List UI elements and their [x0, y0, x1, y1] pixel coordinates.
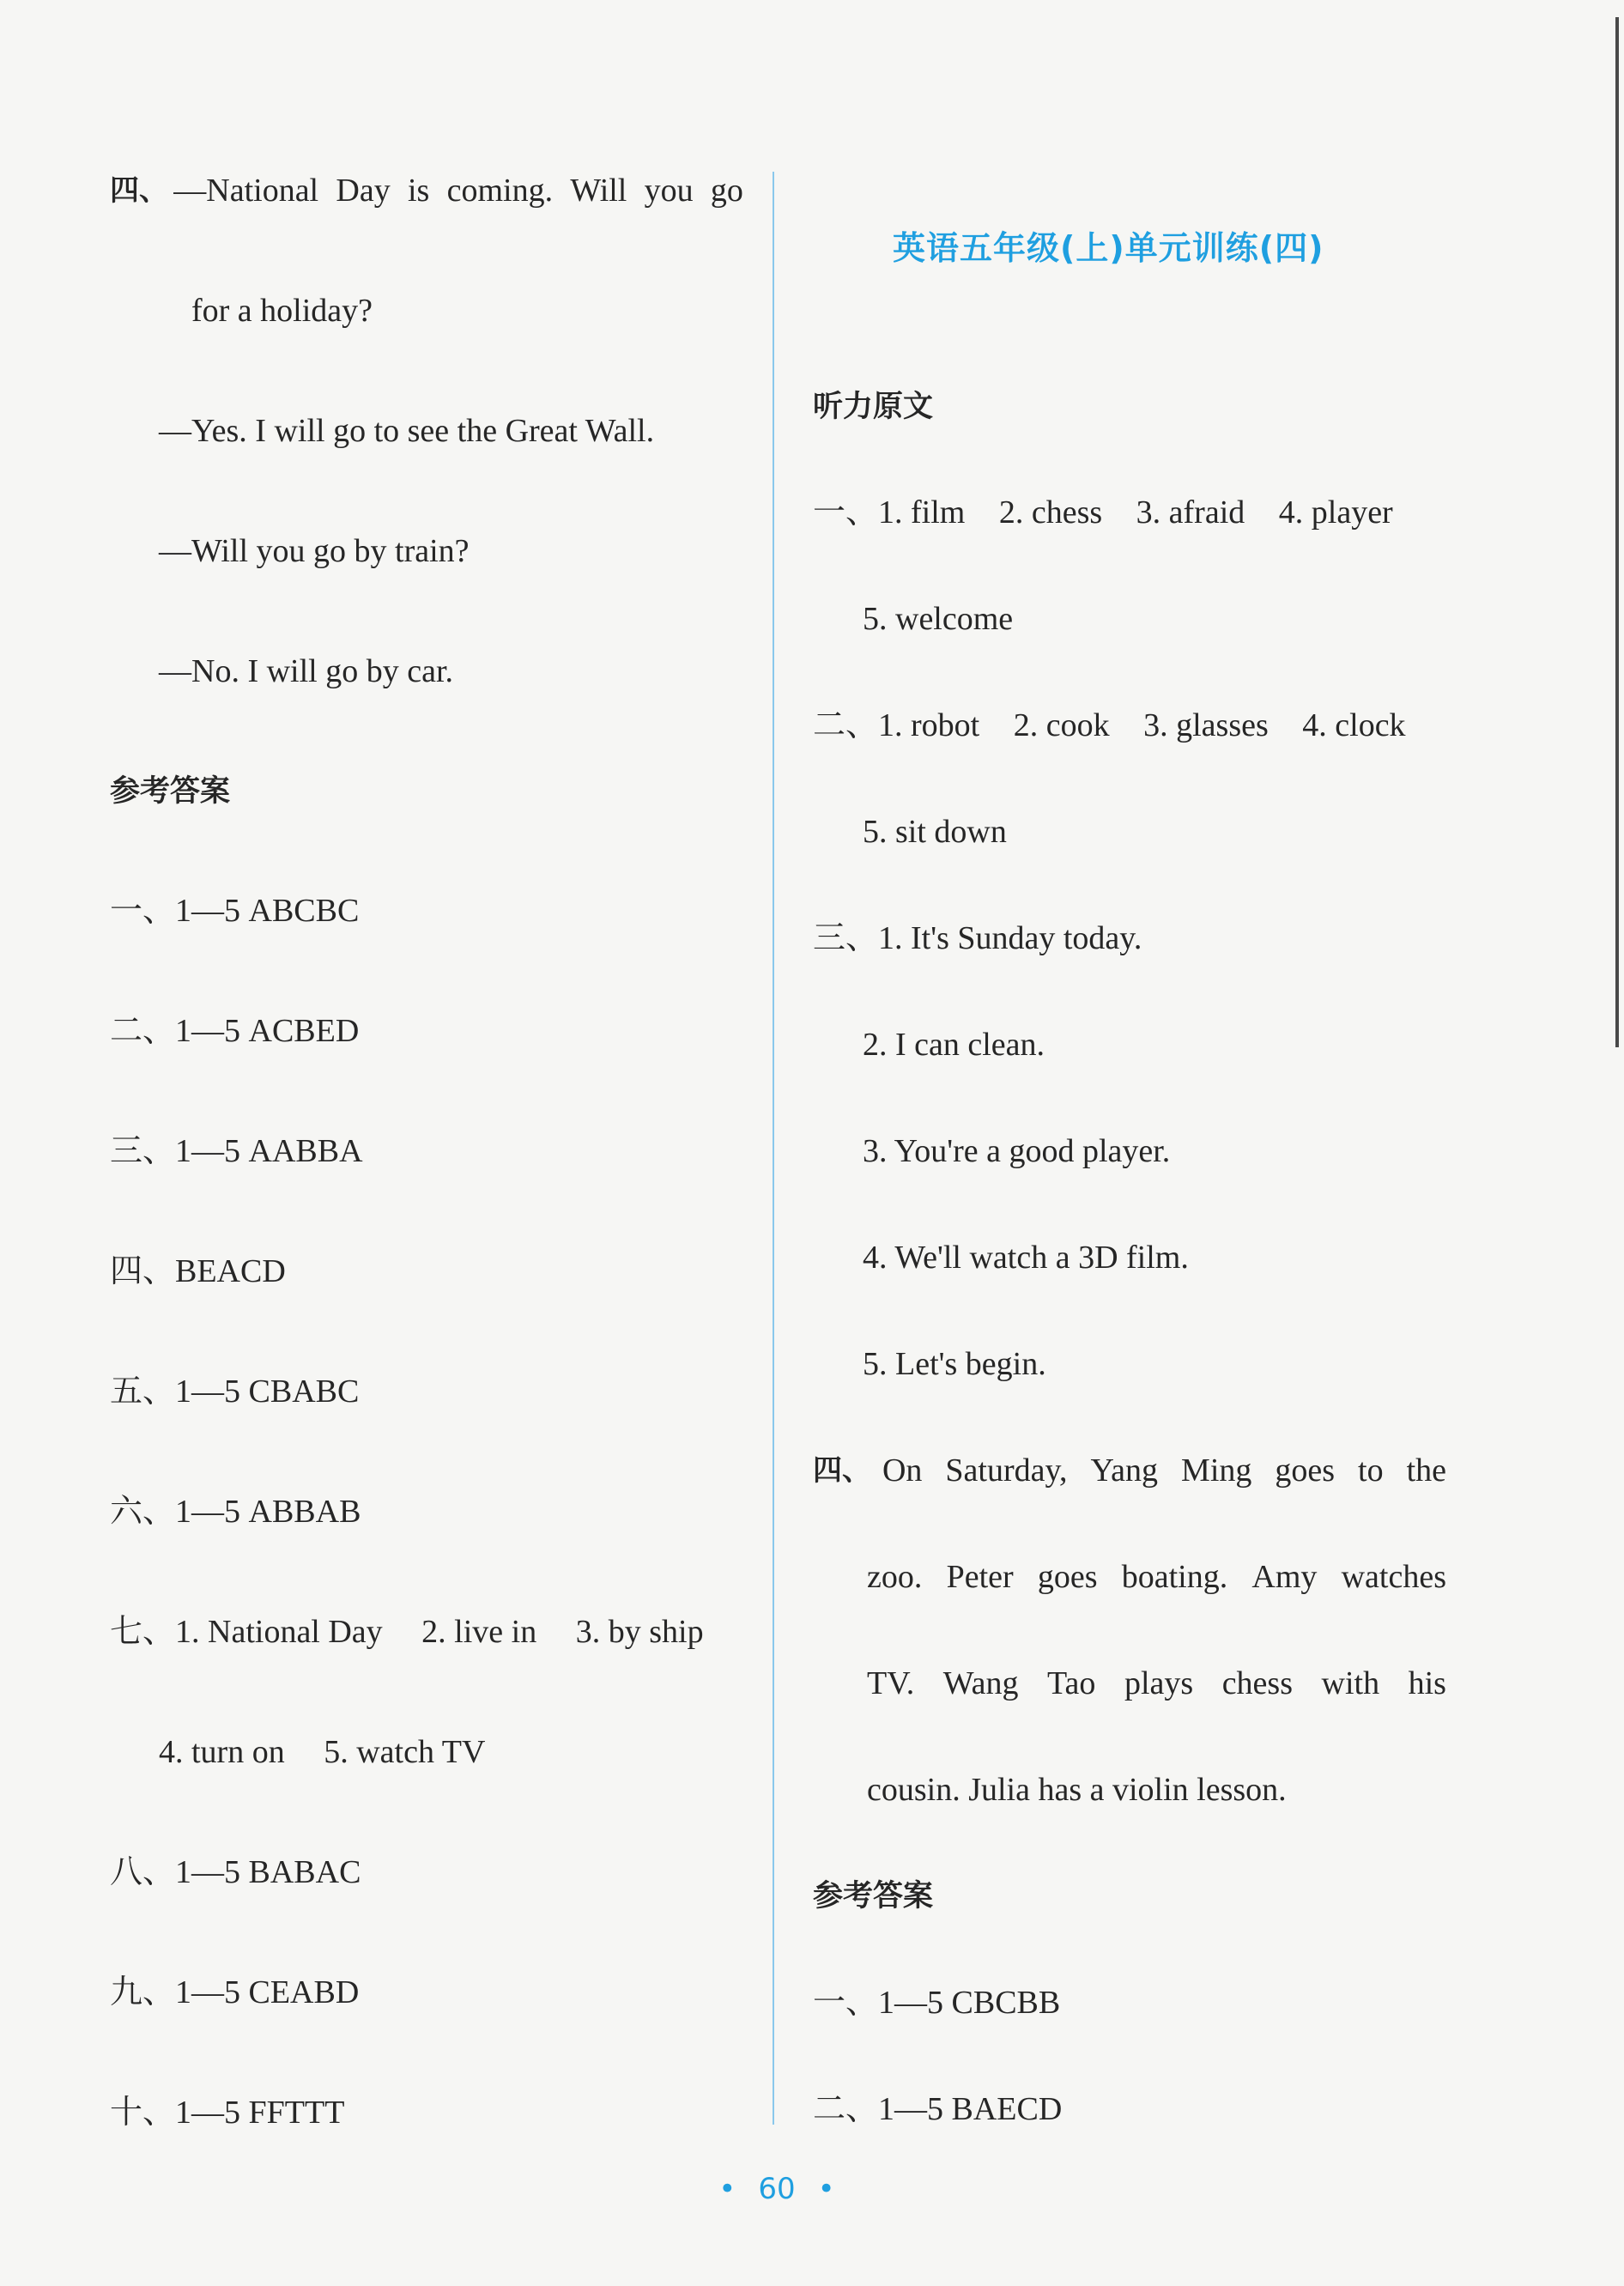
listening-q2: [813, 705, 1406, 746]
passage-word: Peter: [946, 1559, 1014, 1595]
answer-row: 六、1—5 ABBAB: [110, 1494, 361, 1530]
sentence-item: 2. I can clean.: [863, 1027, 1045, 1063]
listening-q1-cont: 5. welcome: [863, 601, 1014, 637]
answer-row-7-cont: [159, 1731, 485, 1773]
passage-word: watches: [1341, 1559, 1446, 1595]
passage-word: Wang: [942, 1665, 1019, 1701]
passage-word: chess: [1221, 1665, 1293, 1701]
dialogue-word: you: [644, 173, 694, 209]
answer-item: 4. turn on: [159, 1734, 285, 1770]
sentence-item: 5. Let's begin.: [863, 1346, 1046, 1382]
answer-item: 2. live in: [421, 1614, 537, 1650]
passage-word: Ming: [1181, 1452, 1252, 1489]
dialogue-word: go: [710, 173, 743, 209]
passage-word: plays: [1124, 1665, 1194, 1701]
passage-word: TV.: [867, 1665, 915, 1701]
listening-q2-cont: 5. sit down: [863, 814, 1007, 850]
passage-word: Amy: [1251, 1559, 1318, 1595]
page-number-footer: [0, 2172, 1554, 2206]
bullet-dot-icon: •: [718, 2172, 736, 2206]
answers-heading: 参考答案: [110, 774, 231, 809]
section-label: 四、: [110, 173, 168, 208]
answer-row: 一、1—5 ABCBC: [110, 893, 360, 929]
bullet-dot-icon: •: [817, 2172, 835, 2206]
listening-q4-line-1: [813, 1450, 1446, 1491]
passage-word: Tao: [1047, 1665, 1096, 1701]
answer-row: 二、1—5 ACBED: [110, 1013, 360, 1049]
passage-word: Saturday,: [945, 1452, 1068, 1489]
passage-word: Yang: [1090, 1452, 1159, 1489]
dialogue-word: is: [407, 173, 430, 209]
answers-heading-right: 参考答案: [813, 1879, 934, 1913]
answer-row: 十、1—5 FFTTT: [110, 2095, 345, 2131]
listening-q4-line-3: [867, 1663, 1446, 1704]
sentence-item: 1. It's Sunday today.: [878, 920, 1142, 956]
dialogue-word: Day: [336, 173, 391, 209]
dialogue-line-2: for a holiday?: [191, 293, 373, 329]
dialogue-word: Will: [570, 173, 627, 209]
answer-item: 3. by ship: [575, 1614, 704, 1650]
dialogue-line-1: [110, 170, 743, 211]
word-item: 1. film: [878, 494, 966, 531]
word-item: 4. clock: [1302, 707, 1406, 743]
passage-word: his: [1408, 1665, 1446, 1701]
answer-row: 二、1—5 BAECD: [813, 2091, 1063, 2127]
answer-row: 五、1—5 CBABC: [110, 1373, 360, 1410]
listening-q3: [813, 918, 1142, 959]
word-item: 3. glasses: [1143, 707, 1269, 743]
passage-word: goes: [1275, 1452, 1336, 1489]
word-item: 4. player: [1278, 494, 1393, 531]
answer-row: 四、BEACD: [110, 1253, 286, 1289]
passage-word: the: [1406, 1452, 1446, 1489]
dialogue-line-4: —Will you go by train?: [159, 533, 470, 569]
listening-q4-line-4: cousin. Julia has a violin lesson.: [867, 1772, 1287, 1808]
listening-heading: 听力原文: [813, 390, 934, 424]
answer-label: 七、: [110, 1614, 176, 1650]
answer-item: 5. watch TV: [324, 1734, 486, 1770]
passage-word: with: [1321, 1665, 1380, 1701]
answer-item: 1. National Day: [175, 1614, 383, 1650]
dialogue-word: coming.: [446, 173, 554, 209]
question-label: 二、: [813, 707, 879, 743]
section-title: 英语五年级(上)单元训练(四): [893, 229, 1324, 267]
passage-word: goes: [1037, 1559, 1098, 1595]
sentence-item: 4. We'll watch a 3D film.: [863, 1240, 1189, 1276]
dialogue-word: —National: [173, 173, 319, 209]
answer-row: 一、1—5 CBCBB: [813, 1985, 1061, 2021]
word-item: 2. chess: [998, 494, 1103, 531]
sentence-item: 3. You're a good player.: [863, 1133, 1171, 1169]
scan-edge-line: [1615, 17, 1619, 1047]
question-label: 四、: [813, 1453, 871, 1488]
word-item: 3. afraid: [1136, 494, 1245, 531]
passage-word: to: [1358, 1452, 1384, 1489]
answer-row: 九、1—5 CEABD: [110, 1974, 360, 2010]
dialogue-line-3: —Yes. I will go to see the Great Wall.: [159, 413, 655, 449]
word-item: 2. cook: [1013, 707, 1110, 743]
page-number: 60: [758, 2172, 796, 2206]
listening-q4-line-2: [867, 1556, 1446, 1598]
dialogue-line-5: —No. I will go by car.: [159, 653, 454, 689]
word-item: 1. robot: [878, 707, 980, 743]
listening-q1: [813, 492, 1393, 533]
question-label: 一、: [813, 494, 879, 531]
passage-word: boating.: [1121, 1559, 1228, 1595]
answer-row-7: [110, 1611, 704, 1652]
passage-word: On: [882, 1452, 923, 1489]
answer-row: 三、1—5 AABBA: [110, 1133, 363, 1169]
answer-row: 八、1—5 BABAC: [110, 1854, 361, 1890]
question-label: 三、: [813, 920, 879, 956]
passage-word: zoo.: [867, 1559, 923, 1595]
column-divider: [773, 172, 774, 2125]
